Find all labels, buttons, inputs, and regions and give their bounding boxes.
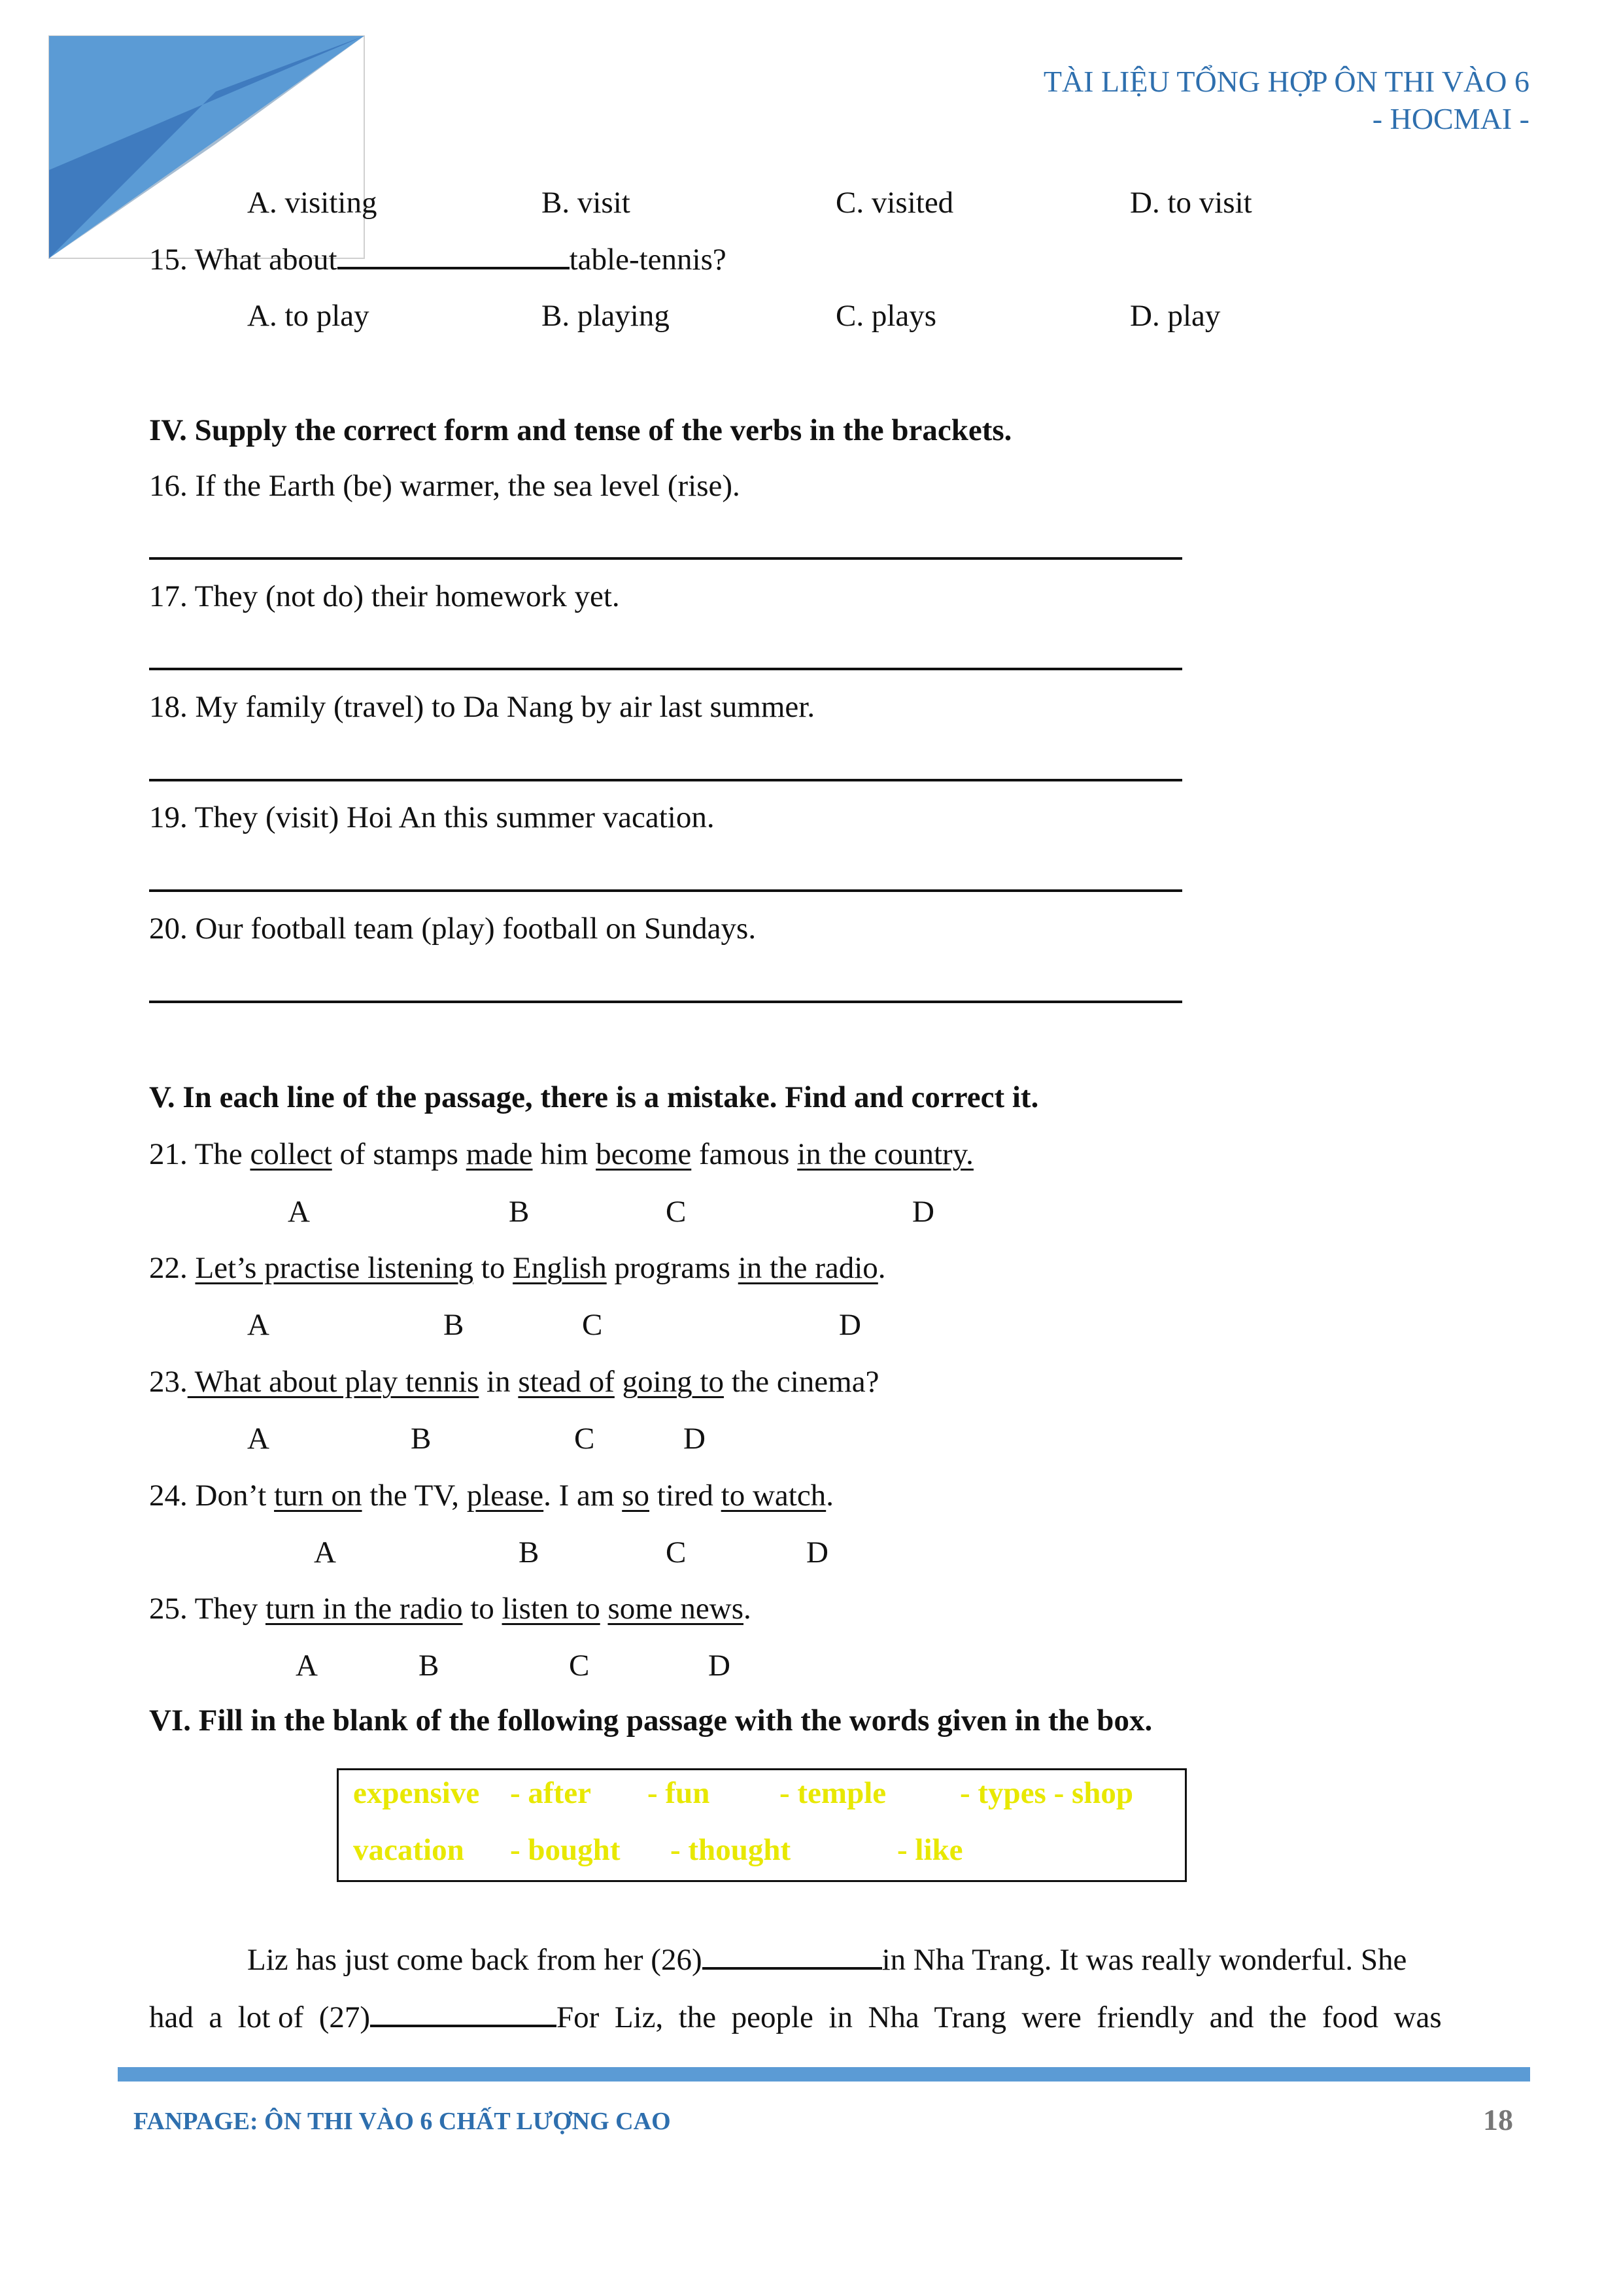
q25-sentence bbox=[149, 1589, 751, 1628]
q23-letter-a: A bbox=[247, 1422, 269, 1456]
q17-answer-line[interactable] bbox=[149, 668, 1182, 670]
header-title: TÀI LIỆU TỔNG HỢP ÔN THI VÀO 6 bbox=[1043, 65, 1529, 98]
q25-letter-a: A bbox=[296, 1649, 318, 1683]
corner-decoration bbox=[0, 0, 392, 275]
q21-word: The bbox=[194, 1137, 243, 1171]
q22-letter-b: B bbox=[443, 1308, 464, 1342]
passage-text: had a lot of (27) bbox=[149, 2000, 371, 2034]
passage-text: Liz has just come back from her (26) bbox=[247, 1943, 702, 1977]
q24-word: tired bbox=[657, 1479, 713, 1513]
word-option: - like bbox=[897, 1833, 963, 1867]
q16-answer-line[interactable] bbox=[149, 557, 1182, 560]
q14-option-c: C. visited bbox=[836, 186, 954, 220]
q23-underlined-c[interactable]: stead of bbox=[518, 1365, 615, 1399]
q22-underlined-c[interactable]: English bbox=[513, 1251, 607, 1285]
section-5-title: V. In each line of the passage, there is a mistake. Find and correct it. bbox=[149, 1080, 1039, 1114]
q23-letter-c: C bbox=[574, 1422, 595, 1456]
q20-answer-line[interactable] bbox=[149, 1001, 1182, 1003]
q21-sentence bbox=[149, 1135, 974, 1174]
page-number: 18 bbox=[1483, 2103, 1513, 2136]
q25-underlined-ab[interactable]: turn in the radio bbox=[265, 1592, 463, 1626]
passage-line-1 bbox=[247, 1940, 1407, 1979]
q25-underlined-d[interactable]: some news bbox=[607, 1592, 744, 1626]
footer-bar bbox=[118, 2067, 1530, 2082]
q23-underlined-ab[interactable]: What about play tennis bbox=[187, 1365, 479, 1399]
word-option: - thought bbox=[670, 1833, 791, 1867]
q21-word: him bbox=[540, 1137, 589, 1171]
word-option: - fun bbox=[647, 1776, 710, 1810]
q21-word: famous bbox=[699, 1137, 790, 1171]
q24-letter-c: C bbox=[666, 1535, 687, 1569]
q15-text-after: table-tennis? bbox=[569, 243, 726, 277]
q21-letter-c: C bbox=[666, 1195, 687, 1229]
q24-number: 24. Don’t bbox=[149, 1479, 267, 1513]
q24-underlined-a[interactable]: turn on bbox=[274, 1479, 362, 1513]
q24-underlined-c[interactable]: so bbox=[622, 1479, 650, 1513]
q19-answer-line[interactable] bbox=[149, 889, 1182, 892]
passage-line-2 bbox=[149, 1997, 1442, 2037]
q14-option-a: A. visiting bbox=[247, 186, 377, 220]
q21-underlined-c[interactable]: become bbox=[596, 1137, 692, 1171]
q15-blank[interactable] bbox=[337, 239, 570, 269]
q22-sentence bbox=[149, 1248, 886, 1288]
q24-sentence bbox=[149, 1476, 834, 1515]
q22-number: 22. bbox=[149, 1251, 188, 1285]
passage-text: For Liz, the people in Nha Trang were friendly and the food was bbox=[556, 2000, 1442, 2034]
word-option: - after bbox=[510, 1776, 591, 1810]
word-option: - temple bbox=[779, 1776, 887, 1810]
blank-26[interactable] bbox=[702, 1940, 882, 1970]
q17-text: 17. They (not do) their homework yet. bbox=[149, 579, 620, 613]
q23-word: in bbox=[486, 1365, 511, 1399]
word-option: expensive bbox=[353, 1776, 480, 1810]
q24-letter-a: A bbox=[314, 1535, 336, 1569]
q14-option-d: D. to visit bbox=[1130, 186, 1252, 220]
q15-option-d: D. play bbox=[1130, 299, 1221, 333]
blank-27[interactable] bbox=[370, 1997, 556, 2027]
q24-word: . bbox=[826, 1479, 834, 1513]
q25-number: 25. They bbox=[149, 1592, 258, 1626]
q15-question bbox=[149, 239, 726, 279]
q22-letter-c: C bbox=[582, 1308, 603, 1342]
q21-underlined-d[interactable]: in the country. bbox=[797, 1137, 974, 1171]
q18-answer-line[interactable] bbox=[149, 779, 1182, 781]
q21-underlined-b[interactable]: made bbox=[466, 1137, 533, 1171]
q23-letter-b: B bbox=[411, 1422, 432, 1456]
q25-word: . bbox=[743, 1592, 751, 1626]
q21-word: of stamps bbox=[339, 1137, 458, 1171]
q22-letter-a: A bbox=[247, 1308, 269, 1342]
q24-underlined-d[interactable]: to watch bbox=[721, 1479, 827, 1513]
word-option: - types - shop bbox=[960, 1776, 1134, 1810]
q22-word: . bbox=[878, 1251, 886, 1285]
q19-text: 19. They (visit) Hoi An this summer vacation. bbox=[149, 800, 715, 834]
q22-letter-d: D bbox=[839, 1308, 861, 1342]
passage-text: in Nha Trang. It was really wonderful. She bbox=[881, 1943, 1407, 1977]
q25-letter-c: C bbox=[569, 1649, 590, 1683]
q23-letter-d: D bbox=[683, 1422, 706, 1456]
section-4-title: IV. Supply the correct form and tense of the verbs in the brackets. bbox=[149, 413, 1012, 447]
word-option: - bought bbox=[510, 1833, 621, 1867]
footer-fanpage: FANPAGE: ÔN THI VÀO 6 CHẤT LƯỢNG CAO bbox=[133, 2108, 671, 2135]
q23-underlined-d[interactable]: going to bbox=[622, 1365, 724, 1399]
q21-underlined-a[interactable]: collect bbox=[250, 1137, 332, 1171]
q15-option-c: C. plays bbox=[836, 299, 937, 333]
q22-underlined-ab[interactable]: Let’s practise listening bbox=[195, 1251, 474, 1285]
q21-letter-a: A bbox=[288, 1195, 310, 1229]
q22-underlined-d[interactable]: in the radio bbox=[738, 1251, 878, 1285]
q15-option-a: A. to play bbox=[247, 299, 369, 333]
q24-letter-d: D bbox=[806, 1535, 828, 1569]
q23-number: 23. bbox=[149, 1365, 188, 1399]
q15-option-b: B. playing bbox=[541, 299, 670, 333]
q23-word: the cinema? bbox=[731, 1365, 879, 1399]
q24-word: . I am bbox=[543, 1479, 615, 1513]
q18-text: 18. My family (travel) to Da Nang by air last summer. bbox=[149, 690, 815, 724]
q21-letter-b: B bbox=[509, 1195, 530, 1229]
q23-sentence bbox=[149, 1362, 879, 1401]
q21-number: 21. bbox=[149, 1137, 188, 1171]
q22-word: to bbox=[481, 1251, 505, 1285]
q25-letter-b: B bbox=[418, 1649, 439, 1683]
word-option: vacation bbox=[353, 1833, 464, 1867]
q15-text-before: 15. What about bbox=[149, 243, 337, 277]
q25-underlined-c[interactable]: listen to bbox=[502, 1592, 600, 1626]
q16-text: 16. If the Earth (be) warmer, the sea level (rise). bbox=[149, 469, 740, 503]
q24-letter-b: B bbox=[519, 1535, 539, 1569]
section-6-title: VI. Fill in the blank of the following passage with the words given in the box. bbox=[149, 1704, 1153, 1738]
q14-option-b: B. visit bbox=[541, 186, 630, 220]
q24-word: the TV, bbox=[369, 1479, 459, 1513]
q25-letter-d: D bbox=[708, 1649, 730, 1683]
q24-underlined-b[interactable]: please bbox=[466, 1479, 544, 1513]
q22-word: programs bbox=[614, 1251, 730, 1285]
q25-word: to bbox=[470, 1592, 494, 1626]
q21-letter-d: D bbox=[912, 1195, 934, 1229]
header-subtitle: - HOCMAI - bbox=[1372, 102, 1529, 135]
q20-text: 20. Our football team (play) football on Sundays. bbox=[149, 912, 757, 946]
